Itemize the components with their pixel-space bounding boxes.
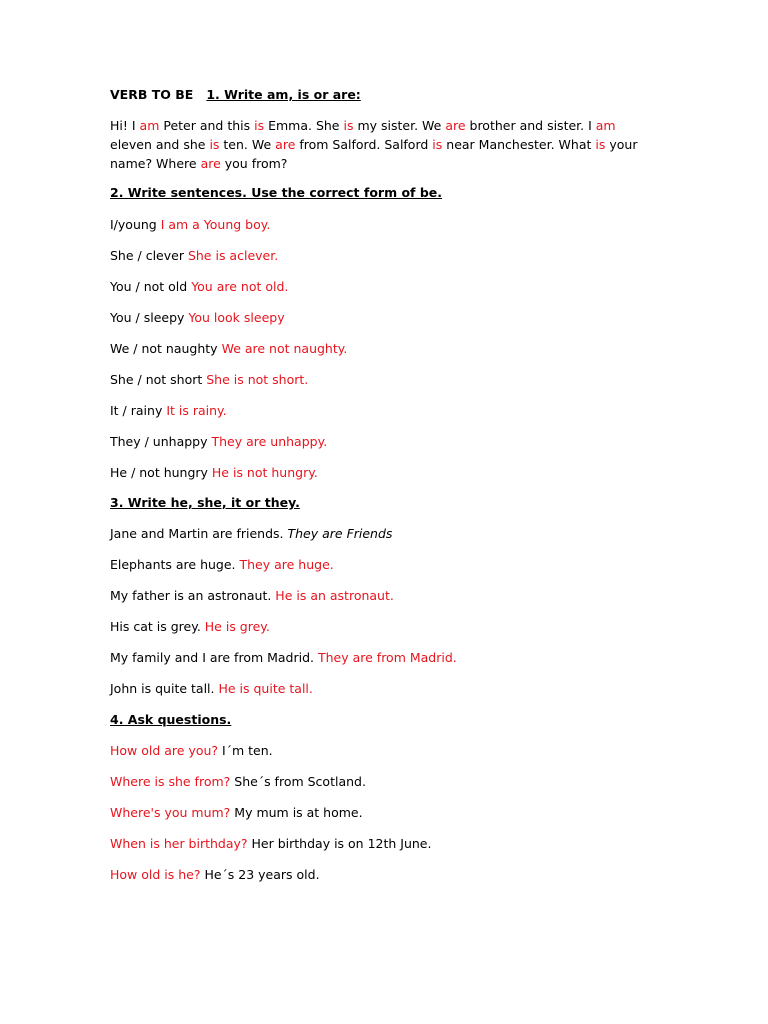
question-text: When is her birthday? — [110, 836, 248, 851]
exercise4-item — [110, 835, 431, 853]
item-prompt: They / unhappy — [110, 434, 212, 449]
item-answer: I am a Young boy. — [160, 217, 271, 232]
item-prompt: My father is an astronaut. — [110, 588, 276, 603]
exercise4-item — [110, 742, 273, 760]
answer-word: am — [595, 118, 616, 133]
item-prompt: She / not short — [110, 372, 207, 387]
answer-word: is — [343, 118, 354, 133]
item-answer: He is quite tall. — [218, 681, 313, 696]
question-text: How old is he? — [110, 867, 201, 882]
paragraph-text: my sister. We — [353, 118, 446, 133]
answer-text: My mum is at home. — [230, 805, 363, 820]
item-answer: It is rainy. — [166, 403, 227, 418]
answer-word: are — [445, 118, 466, 133]
item-answer: She is not short. — [206, 372, 309, 387]
answer-word: is — [209, 137, 220, 152]
item-prompt: It / rainy — [110, 403, 167, 418]
exercise3-item — [110, 618, 270, 636]
item-prompt: You / not old — [110, 279, 192, 294]
paragraph-text: near Manchester. What — [442, 137, 596, 152]
item-answer: She is aclever. — [187, 248, 279, 263]
exercise1-paragraph — [110, 116, 650, 173]
exercise3-item — [110, 587, 394, 605]
paragraph-text: ten. We — [219, 137, 276, 152]
item-answer: He is an astronaut. — [275, 588, 394, 603]
item-prompt: I/young — [110, 217, 161, 232]
answer-word: is — [595, 137, 606, 152]
exercise4-item — [110, 866, 320, 884]
paragraph-text: Hi! I — [110, 118, 140, 133]
paragraph-text: your name? Where — [110, 137, 638, 171]
paragraph-text: you from? — [220, 156, 288, 171]
exercise2-item — [110, 371, 308, 389]
exercise3-example — [110, 525, 392, 543]
exercise3-item — [110, 649, 457, 667]
item-prompt: Elephants are huge. — [110, 557, 240, 572]
exercise2-item — [110, 464, 318, 482]
item-answer: We are not naughty. — [221, 341, 348, 356]
exercise4-heading: 4. Ask questions. — [110, 712, 232, 727]
answer-text: She´s from Scotland. — [230, 774, 366, 789]
exercise2-item — [110, 247, 278, 265]
answer-text: Her birthday is on 12th June. — [247, 836, 432, 851]
item-answer: He is grey. — [204, 619, 270, 634]
answer-word: are — [200, 156, 221, 171]
answer-word: am — [139, 118, 160, 133]
item-answer: You look sleepy — [188, 310, 285, 325]
exercise2-item — [110, 340, 347, 358]
item-answer: They are huge. — [239, 557, 334, 572]
item-prompt: She / clever — [110, 248, 188, 263]
answer-word: is — [432, 137, 443, 152]
question-text: How old are you? — [110, 743, 219, 758]
paragraph-text: Emma. She — [264, 118, 344, 133]
paragraph-text: Peter and this — [159, 118, 255, 133]
exercise2-item — [110, 216, 270, 234]
exercise2-heading: 2. Write sentences. Use the correct form of be. — [110, 185, 443, 200]
item-answer: They are unhappy. — [211, 434, 328, 449]
exercise3-heading: 3. Write he, she, it or they. — [110, 495, 300, 510]
item-answer: He is not hungry. — [211, 465, 318, 480]
item-prompt: His cat is grey. — [110, 619, 205, 634]
exercise1-heading: 1. Write am, is or are: — [206, 87, 361, 102]
item-prompt: You / sleepy — [110, 310, 189, 325]
answer-word: are — [275, 137, 296, 152]
question-text: Where is she from? — [110, 774, 231, 789]
example-prompt: Jane and Martin are friends. — [110, 526, 288, 541]
answer-word: is — [254, 118, 265, 133]
paragraph-text: from Salford. Salford — [295, 137, 433, 152]
item-prompt: We / not naughty — [110, 341, 222, 356]
paragraph-text: eleven and she — [110, 137, 210, 152]
answer-text: I´m ten. — [218, 743, 273, 758]
exercise4-item — [110, 773, 366, 791]
exercise4-item — [110, 804, 363, 822]
paragraph-text: brother and sister. I — [465, 118, 596, 133]
exercise2-item — [110, 278, 288, 296]
exercise2-item — [110, 309, 285, 327]
example-answer: They are Friends — [287, 526, 393, 541]
item-answer: You are not old. — [191, 279, 289, 294]
item-answer: They are from Madrid. — [317, 650, 457, 665]
item-prompt: John is quite tall. — [110, 681, 219, 696]
exercise3-item — [110, 556, 334, 574]
exercise2-item — [110, 433, 327, 451]
exercise3-item — [110, 680, 313, 698]
question-text: Where's you mum? — [110, 805, 231, 820]
exercise2-item — [110, 402, 227, 420]
title-line — [110, 86, 365, 104]
item-prompt: He / not hungry — [110, 465, 212, 480]
answer-text: He´s 23 years old. — [200, 867, 320, 882]
item-prompt: My family and I are from Madrid. — [110, 650, 318, 665]
title-label: VERB TO BE — [110, 87, 194, 102]
